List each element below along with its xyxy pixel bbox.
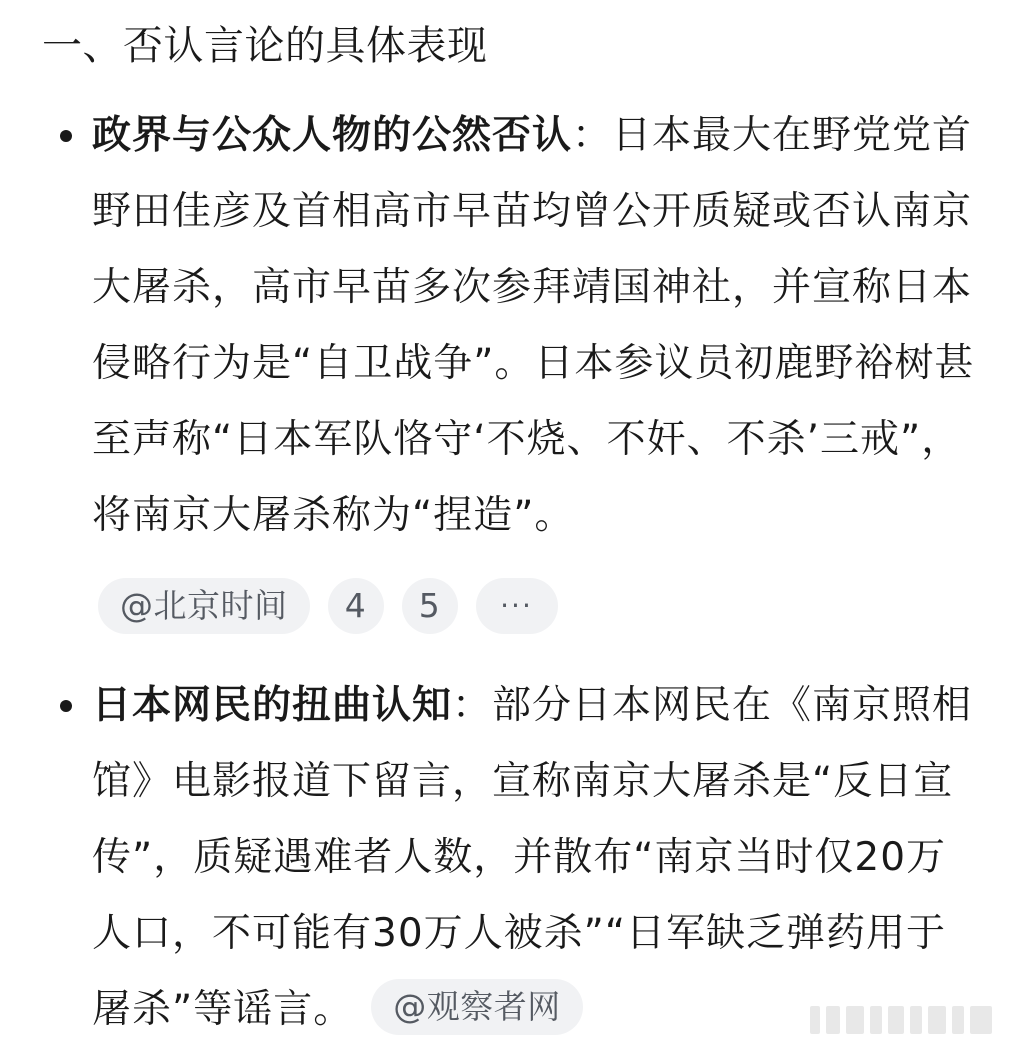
- item-2-title: 日本网民的扭曲认知: [92, 683, 453, 728]
- reference-4[interactable]: 4: [328, 578, 384, 634]
- weibo-watermark-icon: [808, 1000, 998, 1040]
- bullet-2: [60, 700, 72, 712]
- item-1-title: 政界与公众人物的公然否认: [92, 113, 573, 158]
- item-2-text: ：部分日本网民在《南京照相馆》电影报道下留言，宣称南京大屠杀是“反日宣传”，质疑遇难者人数，并散布“南京当时仅20万人口，不可能有30万人被杀”“日军缺乏弹药用于屠杀”等谣言。: [92, 683, 973, 1032]
- list-item-netizens: [92, 668, 982, 1048]
- source-chips: [98, 578, 558, 634]
- section-heading: 一、否认言论的具体表现: [42, 23, 488, 69]
- list-item-politicians: [92, 98, 982, 554]
- more-icon[interactable]: ···: [476, 578, 558, 634]
- source-tag-beijing-time[interactable]: @北京时间: [98, 578, 310, 634]
- reference-5[interactable]: 5: [402, 578, 458, 634]
- source-tag-guancha[interactable]: @观察者网: [371, 979, 583, 1035]
- item-1-text: ：日本最大在野党党首野田佳彦及首相高市早苗均曾公开质疑或否认南京大屠杀，高市早苗多次参拜靖国神社，并宣称日本侵略行为是“自卫战争”。日本参议员初鹿野裕树甚至声称“日本军队恪守‘不烧、不奸、不杀’三戒”，将南京大屠杀称为“捏造”。: [92, 113, 975, 538]
- bullet-1: [60, 130, 72, 142]
